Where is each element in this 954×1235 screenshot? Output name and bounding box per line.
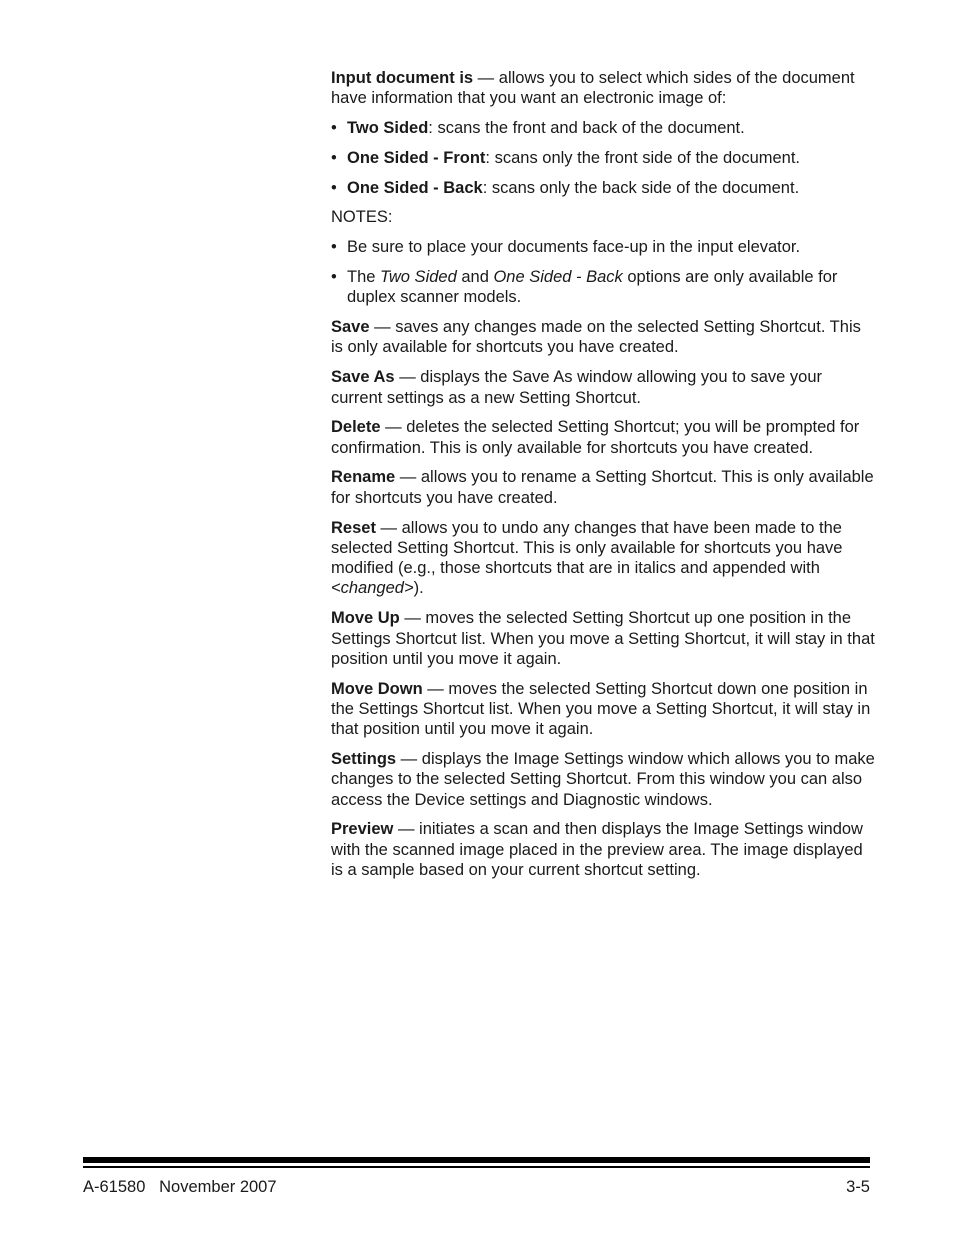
notes-heading: NOTES:: [331, 208, 393, 227]
input-document-paragraph: [331, 68, 876, 109]
description: — displays the Image Settings window which allows you to make changes to the selected Setting Shortcut. From this window you can also access the Device settings and Diagnostic windows.: [331, 750, 875, 809]
footer-rule-thin: [83, 1166, 870, 1168]
term: One Sided - Back: [347, 178, 483, 197]
move-down-paragraph: [331, 679, 876, 740]
term: Settings: [331, 750, 397, 769]
note-text: options are only available for duplex scanner models.: [347, 268, 838, 307]
list-item: [331, 148, 876, 168]
footer-doc-number: A-61580 November 2007: [83, 1178, 277, 1196]
reset-paragraph: [331, 518, 876, 599]
footer-rule-thick: [83, 1157, 870, 1163]
description: — displays the Save As window allowing you to save your current settings as a new Setting Shortcut.: [331, 368, 822, 407]
note-text: and: [456, 268, 494, 287]
term: Input document is: [331, 69, 474, 87]
description: — allows you to select which sides of the document have information that you want an electronic image of:: [331, 69, 855, 108]
term: Preview: [331, 820, 394, 839]
term: Reset: [331, 518, 376, 537]
move-up-paragraph: [331, 608, 876, 669]
term: One Sided - Front: [347, 148, 486, 167]
description: : scans only the front side of the document.: [485, 148, 801, 167]
bullet: •: [331, 268, 337, 287]
description: — moves the selected Setting Shortcut down one position in the Settings Shortcut list. When you move a Setting Shortcut, it will stay in that position until you move it again.: [331, 679, 871, 739]
description: — saves any changes made on the selected Setting Shortcut. This is only available for shortcuts you have created.: [331, 318, 861, 357]
settings-paragraph: [331, 749, 876, 810]
delete-paragraph: [331, 417, 876, 458]
note-text: Be sure to place your documents face-up in the input elevator.: [347, 238, 801, 257]
term: Save As: [331, 368, 395, 387]
description: : scans only the back side of the document.: [482, 178, 800, 197]
term: Save: [331, 318, 370, 337]
note-item: [331, 267, 876, 308]
save-paragraph: [331, 317, 876, 358]
footer-page-number: 3-5: [846, 1178, 870, 1196]
emphasis: Two Sided: [380, 268, 457, 287]
list-item: [331, 178, 876, 198]
description-tail: ).: [413, 579, 424, 598]
term: Move Up: [331, 609, 400, 628]
sides-list: [331, 118, 876, 198]
rename-paragraph: [331, 467, 876, 508]
description: — moves the selected Setting Shortcut up one position in the Settings Shortcut list. When you move a Setting Shortcut, it will stay in that position until you move it again.: [331, 609, 875, 668]
emphasis: <changed>: [331, 579, 414, 598]
description: — deletes the selected Setting Shortcut; you will be prompted for confirmation. This is only available for shortcuts you have created.: [331, 418, 860, 457]
bullet: •: [331, 148, 337, 167]
list-item: [331, 118, 876, 138]
description: — initiates a scan and then displays the Image Settings window with the scanned image placed in the preview area. The image displayed is a sample based on your current shortcut setting.: [331, 820, 863, 879]
term: Two Sided: [347, 119, 429, 138]
term: Rename: [331, 468, 396, 487]
note-text: The: [347, 268, 381, 287]
bullet: •: [331, 178, 337, 197]
bullet: •: [331, 238, 337, 257]
save-as-paragraph: [331, 367, 876, 408]
emphasis: One Sided - Back: [493, 268, 623, 287]
notes-list: [331, 237, 876, 307]
note-item: [331, 237, 876, 257]
preview-paragraph: [331, 819, 876, 880]
term: Move Down: [331, 679, 423, 698]
bullet: •: [331, 119, 337, 138]
page-content: [331, 68, 876, 890]
description: — allows you to rename a Setting Shortcut. This is only available for shortcuts you have created.: [331, 468, 874, 507]
term: Delete: [331, 418, 381, 437]
description: — allows you to undo any changes that have been made to the selected Setting Shortcut. This is only available for shortcuts you have modified (e.g., those shortcuts that are in italics and appended with: [331, 518, 843, 578]
description: : scans the front and back of the document.: [428, 119, 745, 138]
